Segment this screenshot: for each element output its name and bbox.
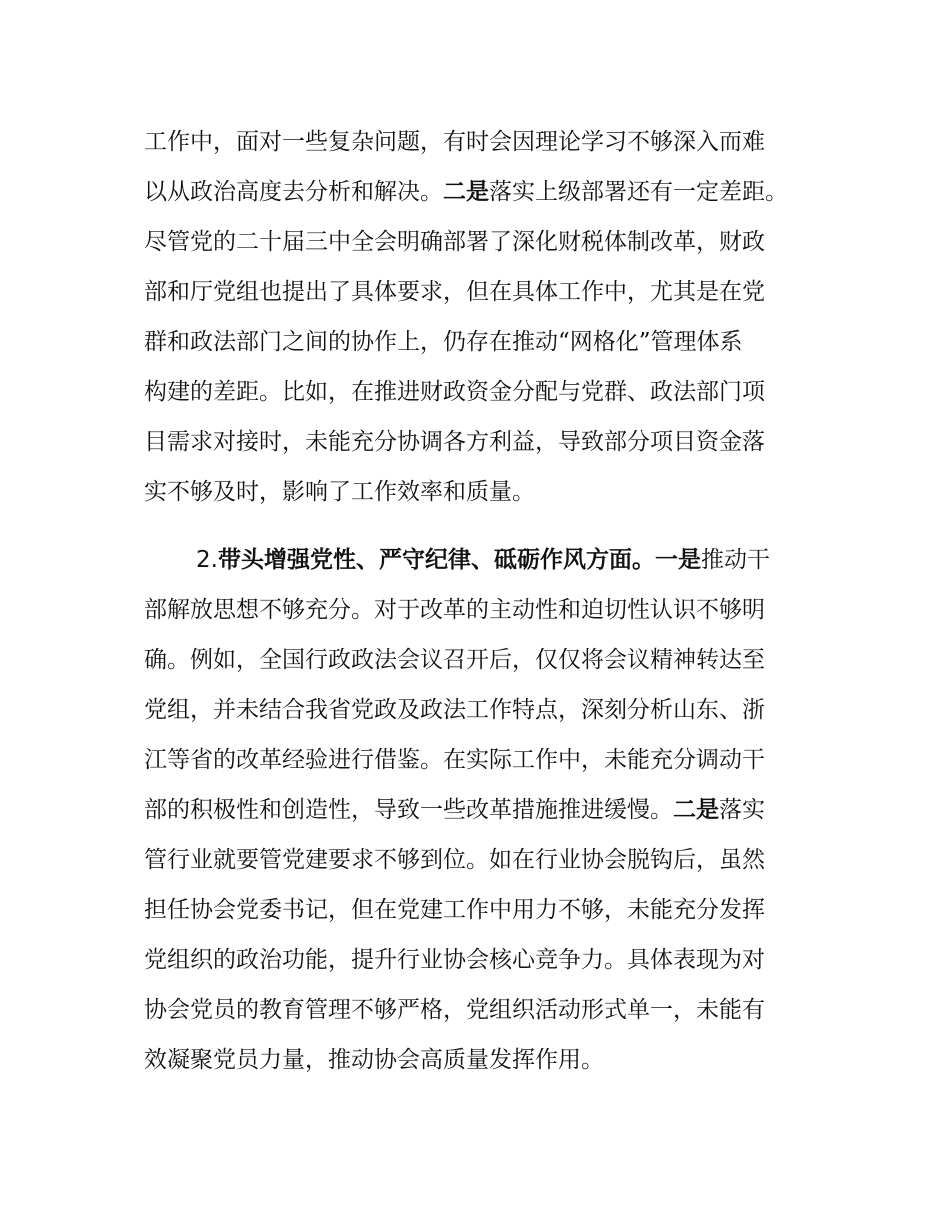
text-line [144,172,844,212]
text-line: 部解放思想不够充分。对于改革的主动性和迫切性认识不够明 [144,597,765,623]
text-segment: 落实上级部署还有一定差距。 [489,179,788,205]
text-segment: 落实 [719,797,765,823]
text-line: 构建的差距。比如，在推进财政资金分配与党群、政法部门项 [144,379,765,405]
text-line: 协会党员的教育管理不够严格，党组织活动形式单一，未能有 [144,997,765,1023]
emphasis-label: 二是 [443,179,489,205]
section-heading: 带头增强党性、严守纪律、砥砺作风方面。 [217,547,655,573]
text-line: 群和政法部门之间的协作上，仍存在推动“网格化”管理体系 [144,329,743,355]
text-line: 担任协会党委书记，但在党建工作中用力不够，未能充分发挥 [144,897,765,923]
text-line [144,790,844,830]
section-number: 2. [196,547,218,573]
text-segment: 推动干 [700,547,770,573]
text-segment: 以从政治高度去分析和解决。 [144,179,443,205]
text-line: 确。例如，全国行政政法会议召开后，仅仅将会议精神转达至 [144,647,765,673]
text-line: 江等省的改革经验进行借鉴。在实际工作中，未能充分调动干 [144,747,765,773]
text-line: 效凝聚党员力量，推动协会高质量发挥作用。 [144,1047,604,1073]
text-line: 党组，并未结合我省党政及政法工作特点，深刻分析山东、浙 [144,697,765,723]
section-heading-line [196,540,896,580]
text-line: 尽管党的二十届三中全会明确部署了深化财税体制改革，财政 [144,229,765,255]
text-line: 目需求对接时，未能充分协调各方利益，导致部分项目资金落 [144,429,765,455]
emphasis-label: 一是 [654,547,701,573]
text-line: 实不够及时，影响了工作效率和质量。 [144,479,535,505]
text-line: 管行业就要管党建要求不够到位。如在行业协会脱钩后，虽然 [144,847,765,873]
text-line: 党组织的政治功能，提升行业协会核心竞争力。具体表现为对 [144,947,765,973]
text-line: 部和厅党组也提出了具体要求，但在具体工作中，尤其是在党 [144,279,765,305]
emphasis-label: 二是 [673,797,719,823]
text-line: 工作中，面对一些复杂问题，有时会因理论学习不够深入而难 [144,129,765,155]
text-segment: 部的积极性和创造性，导致一些改革措施推进缓慢。 [144,797,673,823]
